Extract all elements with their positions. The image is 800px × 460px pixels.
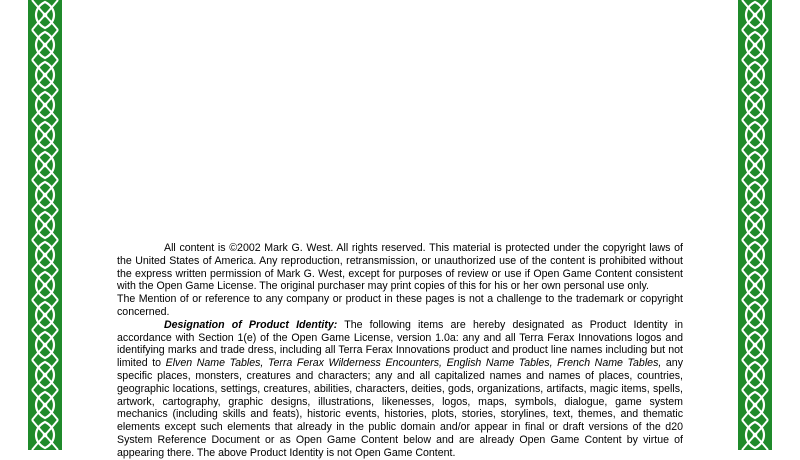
product-identity-paragraph (117, 319, 683, 460)
legal-text-block (117, 242, 683, 460)
product-identity-text-1: The following items are hereby designated as Product Identity in accordance with Section 1(e) of the Open Game License, version 1.0a: any and all Terra Ferax Innovations logos and identifying marks and trade dress, including all Terra Ferax Innovations product and product line names including but not limited to (117, 318, 684, 370)
product-identity-text-2: any specific places, monsters, creatures and characters; any and all capitalized names and names of places, countries, geographic locations, settings, creatures, abilities, characters, deities, gods, organizations, artifacts, magic items, spells, artwork, cartography, graphic designs, illustrations, likenesses, logos, maps, symbols, dialogue, game system mechanics (including skills and feats), historic events, histories, plots, stories, storylines, text, themes, and thematic elements except such elements that already in the public domain and/or appear in final or draft versions of the d20 System Reference Document or as Open Game Content below and are already Open Game Content by virtue of appearing there. The above Product Identity is not Open Game Content. (117, 357, 683, 459)
celtic-knot-border-right (738, 0, 772, 450)
product-titles: Elven Name Tables, Terra Ferax Wilderness Encounters, English Name Tables, French Name Tables, (165, 357, 662, 370)
copyright-paragraph: All content is ©2002 Mark G. West. All rights reserved. This material is protected under the copyright laws of the United States of America. Any reproduction, retransmission, or unauthorized use of the content is prohibited without the express written permission of Mark G. West, except for purposes of review or use if Open Game Content consistent with the Open Game License. The original purchaser may print copies of this for his or her own personal use only. (117, 242, 683, 293)
celtic-knot-border-left (28, 0, 62, 450)
trademark-paragraph: The Mention of or reference to any company or product in these pages is not a challenge to the trademark or copyright concerned. (117, 293, 683, 318)
product-identity-heading: Designation of Product Identity: (164, 318, 338, 331)
